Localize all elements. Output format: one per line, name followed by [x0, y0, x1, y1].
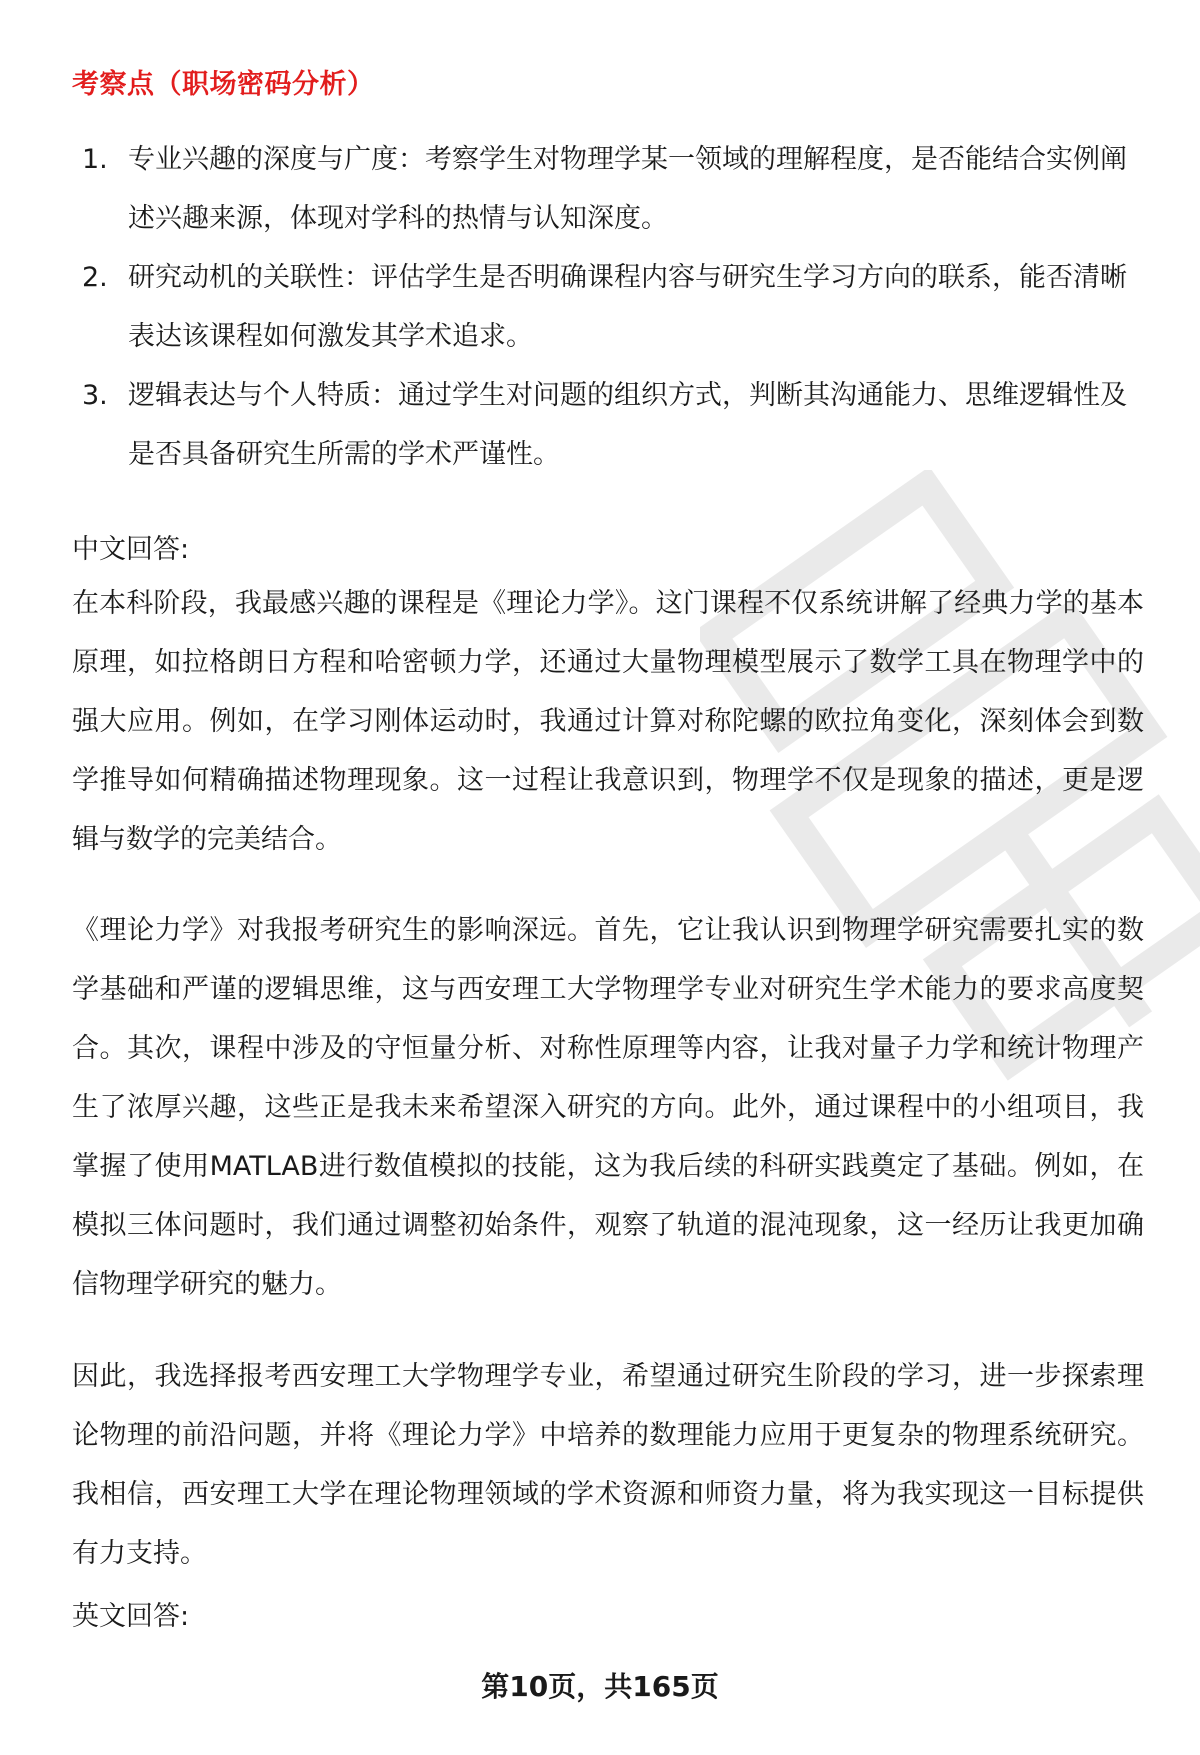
assessment-points-list [82, 130, 1142, 484]
english-answer-label: 英文回答: [72, 1601, 190, 1632]
list-item-text: 专业兴趣的深度与广度：考察学生对物理学某一领域的理解程度，是否能结合实例阐述兴趣来源，体现对学科的热情与认知深度。 [128, 144, 1127, 234]
list-item [82, 130, 1142, 248]
list-item-text: 研究动机的关联性：评估学生是否明确课程内容与研究生学习方向的联系，能否清晰表达该课程如何激发其学术追求。 [128, 262, 1127, 352]
list-item-number: 2. [82, 262, 108, 293]
answer-paragraph: 因此，我选择报考西安理工大学物理学专业，希望通过研究生阶段的学习，进一步探索理论物理的前沿问题，并将《理论力学》中培养的数理能力应用于更复杂的物理系统研究。我相信，西安理工大学在理论物理领域的学术资源和师资力量，将为我实现这一目标提供有力支持。 [72, 1361, 1144, 1569]
list-item [82, 248, 1142, 366]
chinese-answer-label: 中文回答: [72, 534, 190, 565]
answer-paragraph: 《理论力学》对我报考研究生的影响深远。首先，它让我认识到物理学研究需要扎实的数学基础和严谨的逻辑思维，这与西安理工大学物理学专业对研究生学术能力的要求高度契合。其次，课程中涉及的守恒量分析、对称性原理等内容，让我对量子力学和统计物理产生了浓厚兴趣，这些正是我未来希望深入研究的方向。此外，通过课程中的小组项目，我掌握了使用MATLAB进行数值模拟的技能，这为我后续的科研实践奠定了基础。例如，在模拟三体问题时，我们通过调整初始条件，观察了轨道的混沌现象，这一经历让我更加确信物理学研究的魅力。 [72, 915, 1144, 1300]
list-item-number: 3. [82, 380, 108, 411]
answer-paragraph: 在本科阶段，我最感兴趣的课程是《理论力学》。这门课程不仅系统讲解了经典力学的基本原理，如拉格朗日方程和哈密顿力学，还通过大量物理模型展示了数学工具在物理学中的强大应用。例如，在学习刚体运动时，我通过计算对称陀螺的欧拉角变化，深刻体会到数学推导如何精确描述物理现象。这一过程让我意识到，物理学不仅是现象的描述，更是逻辑与数学的完美结合。 [72, 588, 1144, 855]
list-item-text: 逻辑表达与个人特质：通过学生对问题的组织方式，判断其沟通能力、思维逻辑性及是否具备研究生所需的学术严谨性。 [128, 380, 1127, 470]
page-number-footer: 第10页，共165页 [481, 1670, 719, 1703]
section-title: 考察点（职场密码分析） [72, 69, 375, 100]
list-item [82, 366, 1142, 484]
list-item-number: 1. [82, 144, 108, 175]
